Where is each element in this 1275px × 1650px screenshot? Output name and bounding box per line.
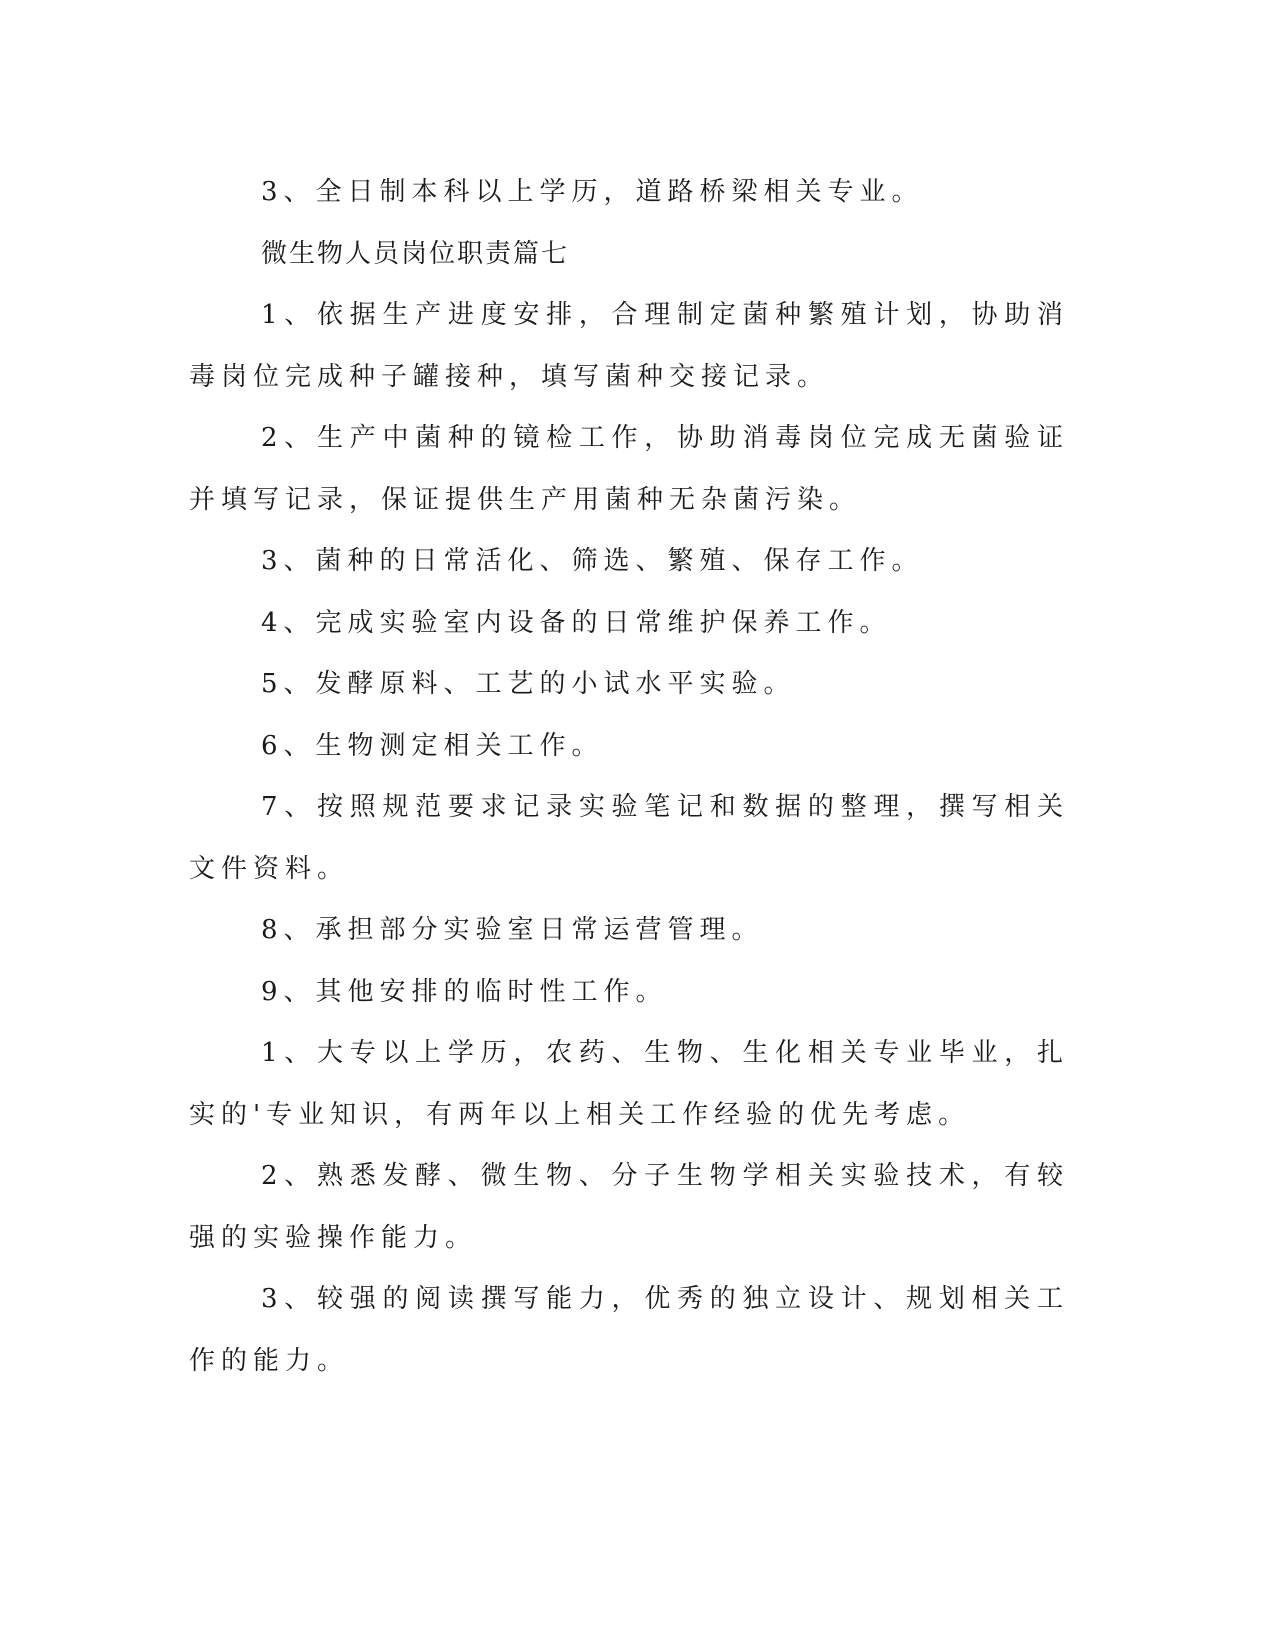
paragraph-duty-4: 4、完成实验室内设备的日常维护保养工作。 <box>261 607 892 638</box>
paragraph-duty-8: 8、承担部分实验室日常运营管理。 <box>261 915 764 945</box>
paragraph-qualification-3: 3、较强的阅读撰写能力，优秀的独立设计、规划相关工作的能力。 <box>189 1284 1069 1376</box>
paragraph-duty-9: 9、其他安排的临时性工作。 <box>261 976 668 1007</box>
paragraph-qualification-2: 2、熟悉发酵、微生物、分子生物学相关实验技术，有较强的实验操作能力。 <box>189 1161 1069 1253</box>
paragraph-duty-2: 2、生产中菌种的镜检工作，协助消毒岗位完成无菌验证并填写记录，保证提供生产用菌种无杂菌污染。 <box>189 423 1069 515</box>
document-body <box>189 162 1069 1392</box>
paragraph-qualification-1: 1、大专以上学历，农药、生物、生化相关专业毕业，扎实的'专业知识，有两年以上相关工作经验的优先考虑。 <box>189 1038 1069 1130</box>
paragraph-duty-7: 7、按照规范要求记录实验笔记和数据的整理，撰写相关文件资料。 <box>189 792 1069 884</box>
paragraph-requirement-3: 3、全日制本科以上学历，道路桥梁相关专业。 <box>261 177 924 207</box>
paragraph-duty-6: 6、生物测定相关工作。 <box>261 730 604 761</box>
paragraph-duty-3: 3、菌种的日常活化、筛选、繁殖、保存工作。 <box>261 546 924 576</box>
section-heading: 微生物人员岗位职责篇七 <box>261 238 570 269</box>
paragraph-duty-1: 1、依据生产进度安排，合理制定菌种繁殖计划，协助消毒岗位完成种子罐接种，填写菌种交接记录。 <box>189 300 1069 392</box>
paragraph-duty-5: 5、发酵原料、工艺的小试水平实验。 <box>261 669 796 699</box>
